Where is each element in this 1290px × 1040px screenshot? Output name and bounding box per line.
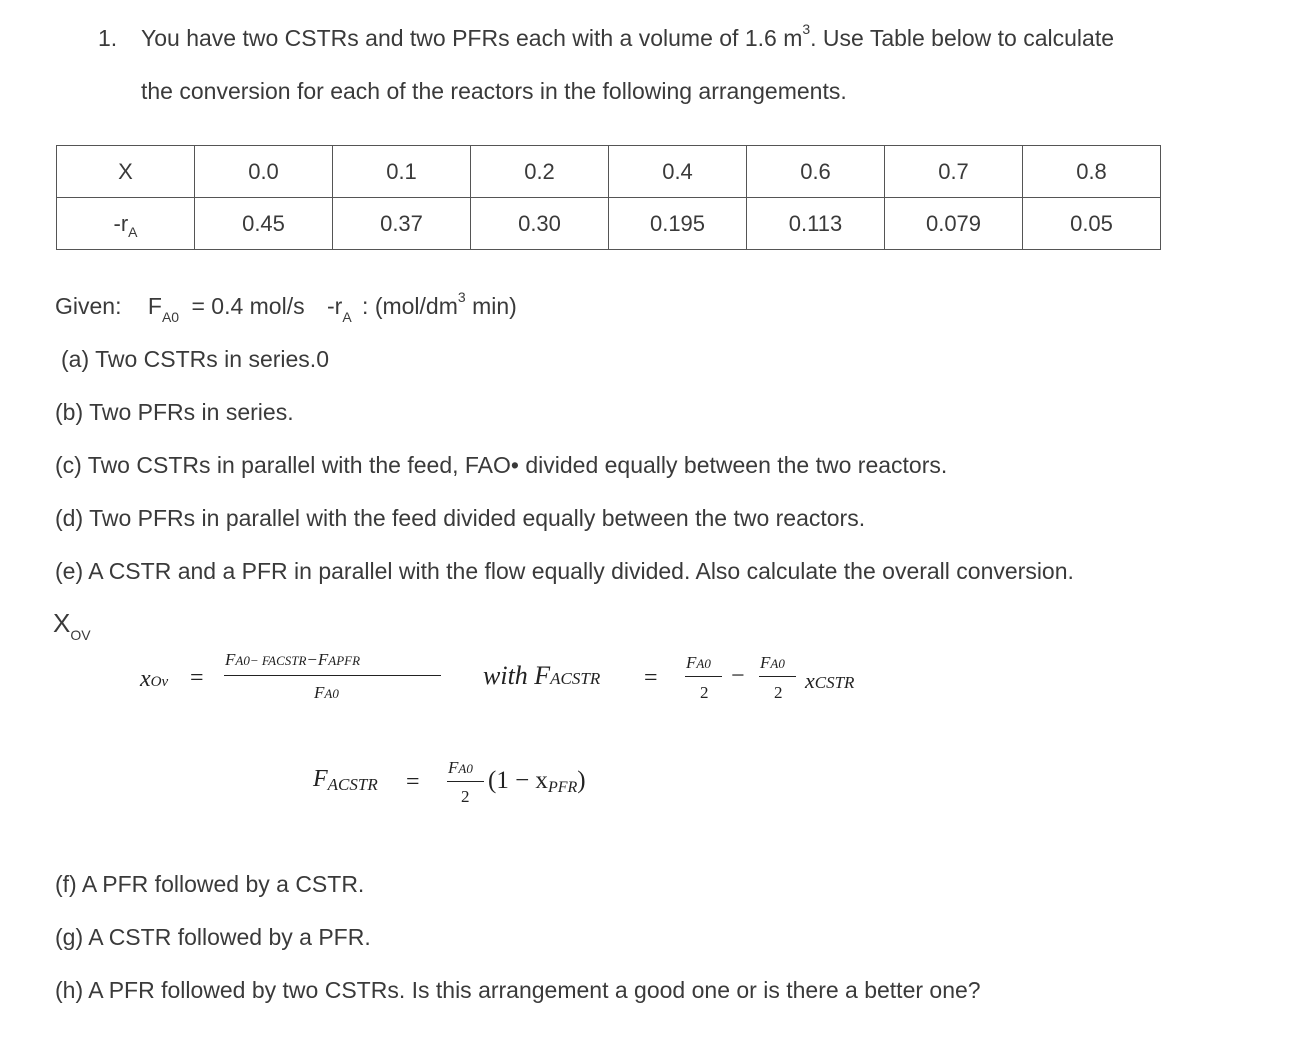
ra-units: : (mol/dm [362,293,458,319]
part-h: (h) A PFR followed by two CSTRs. Is this arrangement a good one or is there a better one? [55,977,981,1003]
part-d: (d) Two PFRs in parallel with the feed divided equally between the two reactors. [55,505,866,531]
part-g: (g) A CSTR followed by a PFR. [55,924,371,950]
eq1-equals: = [190,665,204,691]
eq1-equals-2: = [644,665,658,691]
given-line [55,289,517,325]
ra-label-subscript: A [128,223,138,240]
ra-subscript: A [342,309,352,325]
fa0-symbol: F [147,293,162,319]
table-cell: 0.195 [609,198,747,250]
equation-cstr-flow [310,758,640,818]
fa0-subscript: A0 [161,309,180,325]
eq1-minus: − [731,663,745,689]
table-cell: 0.7 [885,146,1023,198]
table-cell: 0.113 [747,198,885,250]
eq1-frac3-num: FA0 [760,653,785,672]
ra-symbol: -r [326,293,343,319]
ra-units-tail: min) [465,293,517,319]
eq1-frac2-num: FA0 [686,653,711,672]
table-row-ra [57,198,1161,250]
xov-label [53,608,91,643]
eq1-frac2-bar [685,676,722,677]
part-c: (c) Two CSTRs in parallel with the feed, FAO• divided equally between the two reactors. [55,452,948,478]
table-cell: 0.45 [195,198,333,250]
table-cell: 0.30 [471,198,609,250]
eq1-frac3-bar [759,676,796,677]
table-cell: 0.05 [1023,198,1161,250]
problem-line-1 [141,21,1115,52]
table-cell: 0.37 [333,198,471,250]
volume-unit-exponent: 3 [802,21,811,37]
eq1-with: with FACSTR [483,661,601,690]
eq1-frac2-den: 2 [700,683,709,702]
rate-data-table [56,145,1161,250]
table-cell: 0.6 [747,146,885,198]
xov-symbol: X [53,608,71,638]
table-header-ra [57,198,195,250]
eq1-denominator: FA0 [314,683,339,702]
table-cell: 0.0 [195,146,333,198]
eq1-tail: xCSTR [805,668,855,693]
eq1-fraction-bar [224,675,441,676]
ra-label: -r [113,210,129,236]
part-b: (b) Two PFRs in series. [55,399,294,425]
eq1-frac3-den: 2 [774,683,783,702]
table-cell: 0.1 [333,146,471,198]
problem-line-2: the conversion for each of the reactors in the following arrangements. [141,78,847,104]
eq2-rhs: (1 − xPFR) [488,767,586,796]
eq2-frac-bar [447,781,484,782]
part-a: (a) Two CSTRs in series.0 [61,346,329,372]
part-e: (e) A CSTR and a PFR in parallel with the flow equally divided. Also calculate the overall conversion. [55,558,1074,584]
table-cell: 0.4 [609,146,747,198]
table-header-x: X [57,146,195,198]
eq2-equals: = [406,769,420,795]
eq2-frac-num: FA0 [448,758,473,777]
given-label: Given: [55,293,122,319]
problem-line-1-tail: . Use Table below to calculate [810,25,1115,51]
table-cell: 0.079 [885,198,1023,250]
fa0-value: = 0.4 mol/s [191,293,305,319]
eq1-numerator: FA0− FACSTR−FAPFR [225,650,361,669]
xov-subscript: OV [70,627,91,643]
ra-units-exponent: 3 [457,289,466,305]
part-f: (f) A PFR followed by a CSTR. [55,871,365,897]
eq1-lhs: xOv [140,666,169,692]
eq2-frac-den: 2 [461,787,470,806]
table-row-x [57,146,1161,198]
problem-number: 1. [98,25,118,51]
table-cell: 0.8 [1023,146,1161,198]
problem-line-1-text: You have two CSTRs and two PFRs each with a volume of 1.6 m [141,25,803,51]
table-cell: 0.2 [471,146,609,198]
eq2-lhs: FACSTR [313,766,378,794]
